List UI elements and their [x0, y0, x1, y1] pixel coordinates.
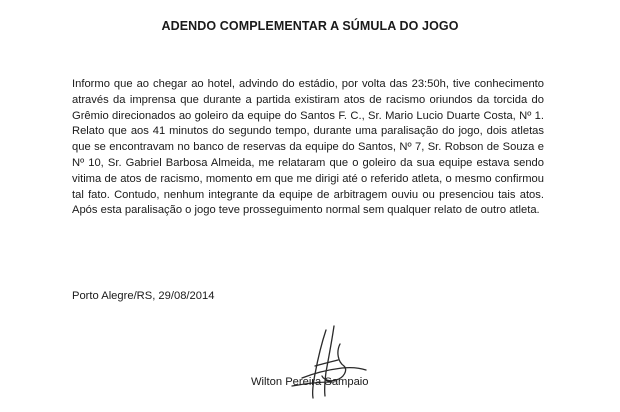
- place-date: Porto Alegre/RS, 29/08/2014: [72, 290, 215, 302]
- document-title: ADENDO COMPLEMENTAR A SÚMULA DO JOGO: [161, 19, 459, 33]
- signer-name: Wilton Pereira Sampaio: [251, 376, 369, 388]
- report-body: [72, 77, 544, 219]
- report-paragraph: Informo que ao chegar ao hotel, advindo do estádio, por volta das 23:50h, tive conhecimento através da imprensa que durante a partida existiram atos de racismo oriundos da torcida do Grêmio direcionados ao goleiro da equipe do Santos F. C., Sr. Mario Lucio Duarte Costa, Nº 1. Relato que aos 41 minutos do segundo tempo, durante uma paralisação do jogo, dois atletas que se encontravam no banco de reservas da equipe do Santos, Nº 7, Sr. Robson de Souza e Nº 10, Sr. Gabriel Barbosa Almeida, me relataram que o goleiro da sua equipe estava sendo vitima de atos de racismo, momento em que me dirigi até o referido atleta, o mesmo confirmou tal fato. Contudo, nenhum integrante da equipe de arbitragem ouviu ou presenciou tais atos. Após esta paralisação o jogo teve prosseguimento normal sem qualquer relato de outro atleta.: [72, 78, 544, 217]
- handwritten-signature: [282, 322, 372, 402]
